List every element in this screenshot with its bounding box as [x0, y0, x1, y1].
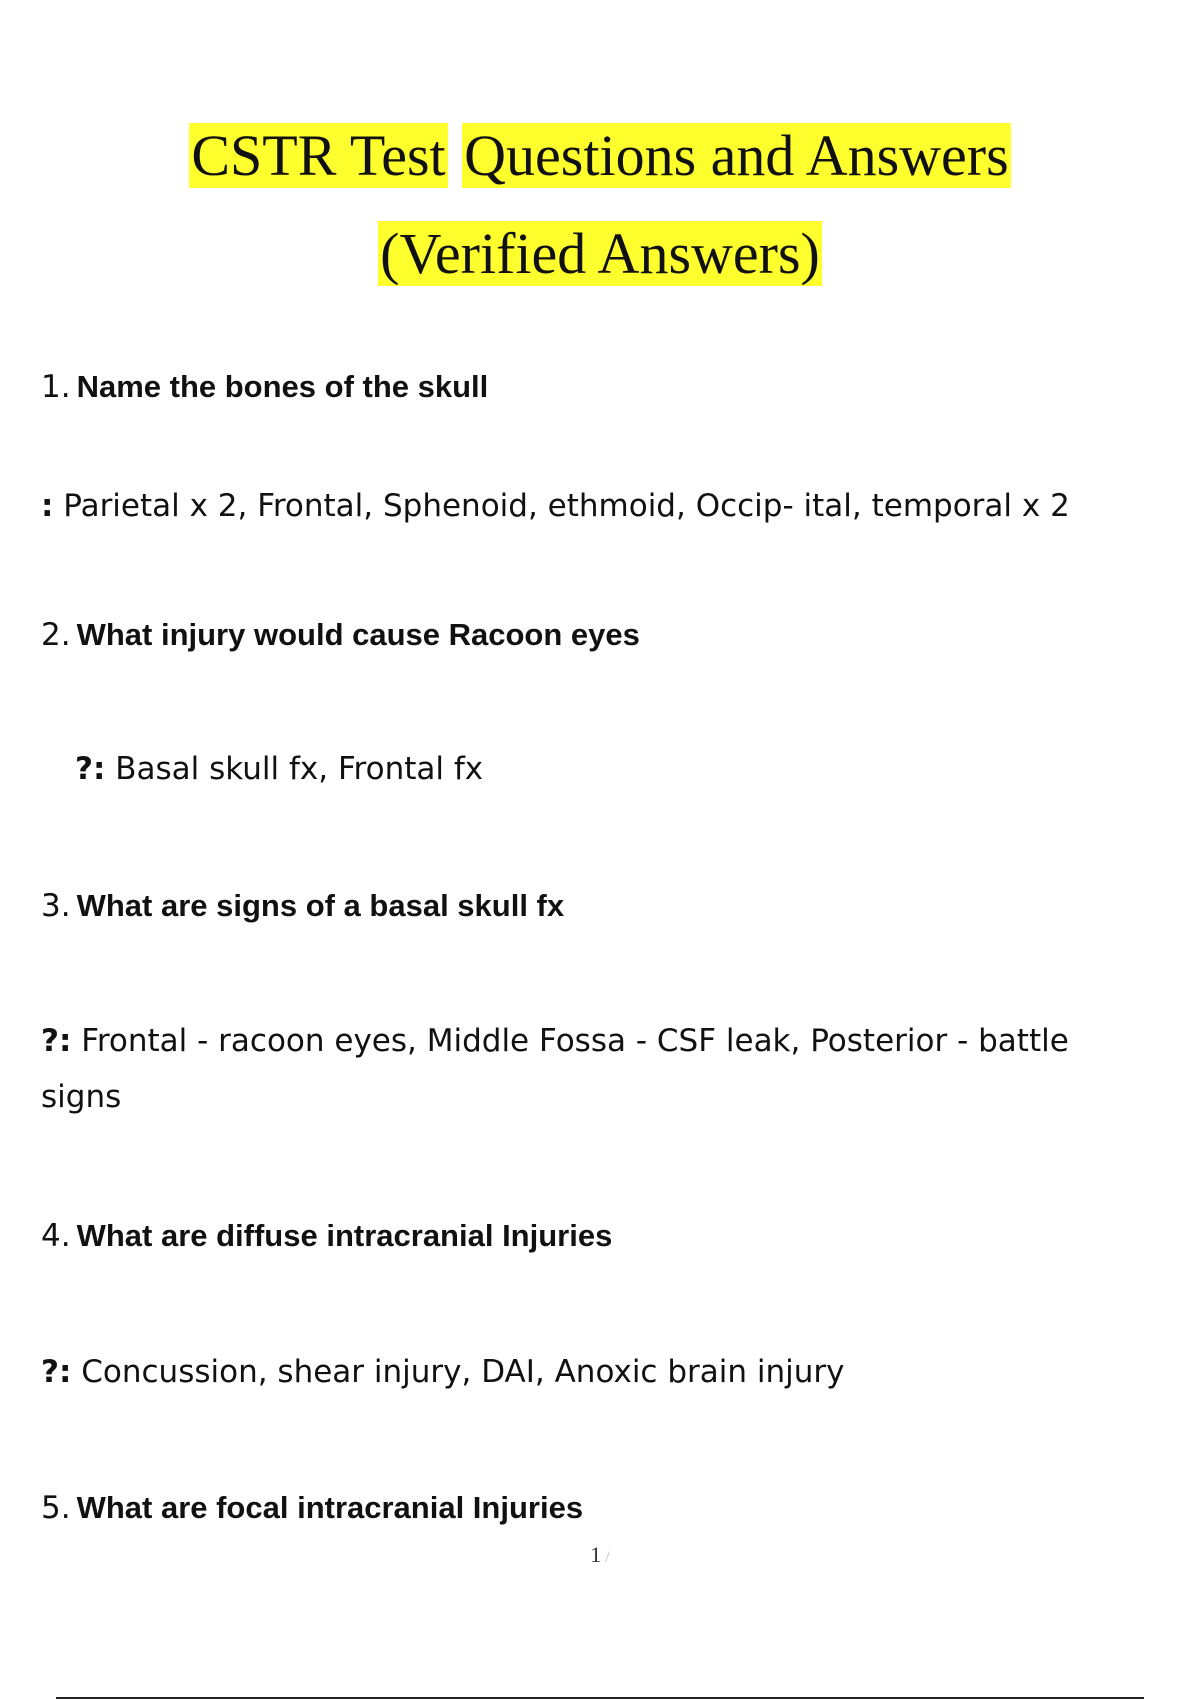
question-text: Name the bones of the skull — [76, 369, 489, 404]
question-text: What are focal intracranial Injuries — [76, 1490, 584, 1525]
page-number — [0, 1542, 1200, 1568]
question-number: 2. — [41, 617, 71, 653]
answer-marker: ?: — [41, 1354, 72, 1390]
question-2 — [41, 617, 640, 653]
question-text: What are diffuse intracranial Injuries — [76, 1218, 613, 1253]
answer-text: Frontal - racoon eyes, Middle Fossa - CSF leak, Posterior - battle signs — [41, 1023, 1069, 1115]
answer-text: Basal skull fx, Frontal fx — [115, 751, 484, 787]
answer-2 — [75, 741, 1155, 797]
footer-divider — [56, 1697, 1144, 1699]
page-separator: / — [605, 1549, 610, 1566]
question-number: 3. — [41, 888, 71, 924]
answer-marker: : — [41, 488, 54, 524]
document-title-line-1 — [0, 124, 1200, 188]
question-1 — [41, 369, 488, 405]
answer-3 — [41, 1013, 1121, 1125]
answer-4 — [41, 1344, 1121, 1400]
title-highlight-2: Questions and Answers — [464, 123, 1009, 188]
answer-marker: ?: — [41, 1023, 72, 1059]
question-text: What injury would cause Racoon eyes — [76, 617, 640, 652]
question-4 — [41, 1218, 612, 1254]
title-highlight-1: CSTR Test — [191, 123, 446, 188]
question-number: 4. — [41, 1218, 71, 1254]
question-5 — [41, 1490, 583, 1526]
answer-text: Concussion, shear injury, DAI, Anoxic brain injury — [81, 1354, 845, 1390]
answer-text: Parietal x 2, Frontal, Sphenoid, ethmoid, Occip- ital, temporal x 2 — [63, 488, 1070, 524]
title-highlight-3: (Verified Answers) — [380, 221, 820, 286]
answer-1 — [41, 478, 1121, 534]
document-title-line-2 — [0, 222, 1200, 286]
question-number: 5. — [41, 1490, 71, 1526]
question-text: What are signs of a basal skull fx — [76, 888, 565, 923]
answer-marker: ?: — [75, 751, 106, 787]
question-3 — [41, 888, 564, 924]
page-number-value: 1 — [590, 1542, 602, 1567]
question-number: 1. — [41, 369, 71, 405]
